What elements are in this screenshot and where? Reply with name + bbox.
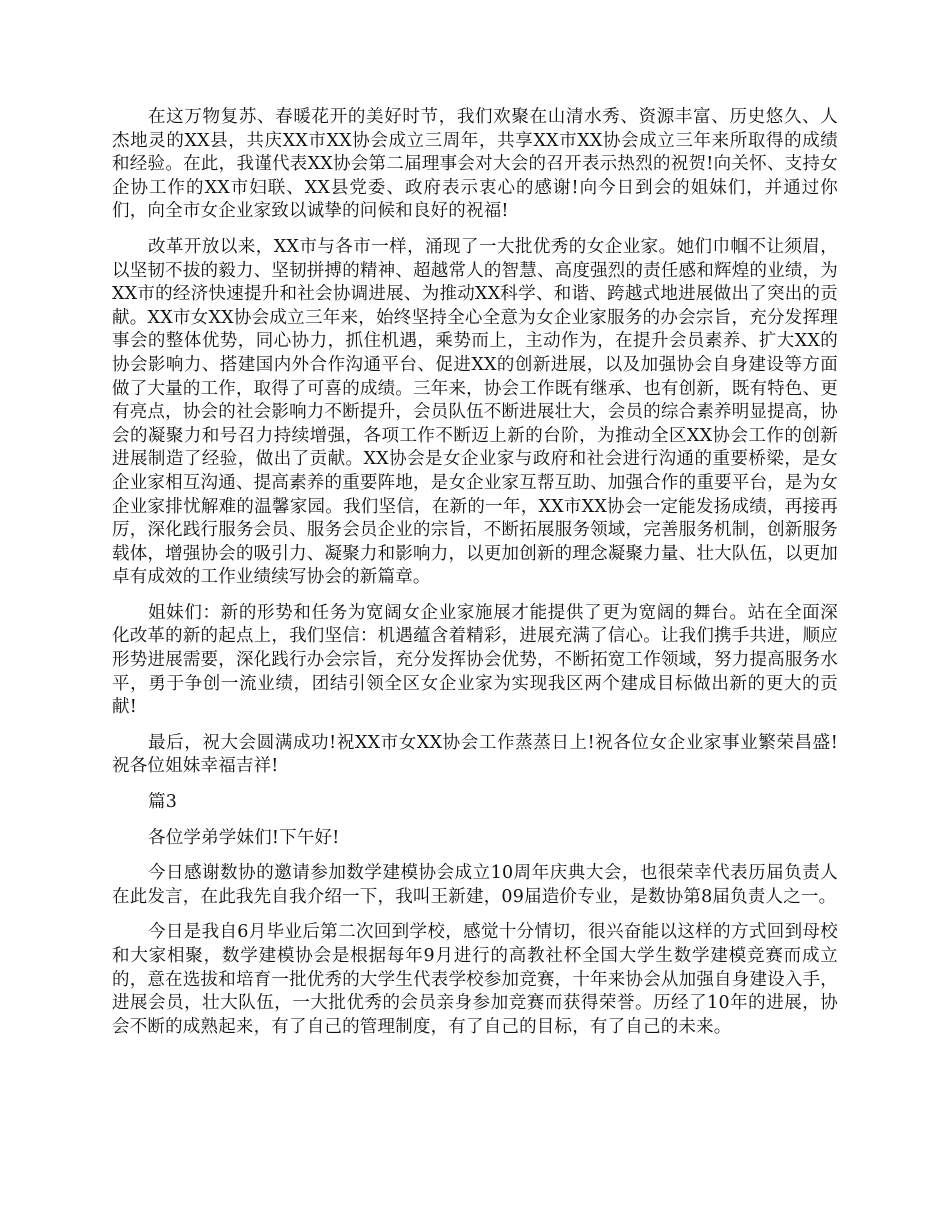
paragraph-salutation: 各位学弟学妹们!下午好! bbox=[148, 827, 340, 848]
paragraph-sisters-call: 姐妹们：新的形势和任务为宽阔女企业家施展才能提供了更为宽阔的舞台。站在全面深化改革的新的起点上，我们坚信：机遇蕴含着精彩，进展充满了信心。让我们携手共进，顺应形势进展需要，深化践行办会宗旨，充分发挥协会优势，不断拓宽工作领域，努力提高服务水平，勇于争创一流业绩，团结引领全区女企业家为实现我区两个建成目标做出新的更大的贡献! bbox=[112, 602, 838, 718]
paragraph-return-to-school: 今日是我自6月毕业后第二次回到学校，感觉十分情切，很兴奋能以这样的方式回到母校和大家相聚，数学建模协会是根据每年9月进行的高教社杯全国大学生数学建模竞赛而成立的，意在选拔和培育一批优秀的大学生代表学校参加竞赛，十年来协会从加强自身建设入手，进展会员，壮大队伍，一大批优秀的会员亲身参加竞赛而获得荣誉。历经了10年的进展，协会不断的成熟起来，有了自己的管理制度，有了自己的目标，有了自己的未来。 bbox=[112, 922, 838, 1037]
section-heading: 篇3 bbox=[148, 792, 178, 813]
document-page bbox=[112, 106, 838, 1051]
paragraph-association-achievements: 改革开放以来，XX市与各市一样，涌现了一大批优秀的女企业家。她们巾帼不让须眉，以坚韧不拔的毅力、坚韧拼搏的精神、超越常人的智慧、高度强烈的责任感和辉煌的业绩，为XX市的经济快速提升和社会协调进展、为推动XX科学、和谐、跨越式地进展做出了突出的贡献。XX市女XX协会成立三年来，始终坚持全心全意为女企业家服务的办会宗旨，充分发挥理事会的整体优势，同心协力，抓住机遇，乘势而上，主动作为，在提升会员素养、扩大XX的协会影响力、搭建国内外合作沟通平台、促进XX的创新进展，以及加强协会自身建设等方面做了大量的工作，取得了可喜的成绩。三年来，协会工作既有继承、也有创新，既有特色、更有亮点，协会的社会影响力不断提升，会员队伍不断进展壮大，会员的综合素养明显提高，协会的凝聚力和号召力持续增强，各项工作不断迈上新的台阶，为推动全区XX协会工作的创新进展制造了经验，做出了贡献。XX协会是女企业家与政府和社会进行沟通的重要桥梁，是女企业家相互沟通、提高素养的重要阵地，是女企业家互帮互助、加强合作的重要平台，是为女企业家排忧解难的温馨家园。我们坚信，在新的一年，XX市XX协会一定能发扬成绩，再接再厉，深化践行服务会员、服务会员企业的宗旨，不断拓展服务领域，完善服务机制，创新服务载体，增强协会的吸引力、凝聚力和影响力，以更加创新的理念凝聚力量、壮大队伍，以更加卓有成效的工作业绩续写协会的新篇章。 bbox=[112, 236, 838, 588]
paragraph-closing-wishes: 最后，祝大会圆满成功!祝XX市女XX协会工作蒸蒸日上!祝各位女企业家事业繁荣昌盛!祝各位姐妹幸福吉祥! bbox=[112, 732, 838, 777]
paragraph-self-introduction: 今日感谢数协的邀请参加数学建模协会成立10周年庆典大会，也很荣幸代表历届负责人在此发言，在此我先自我介绍一下，我叫王新建，09届造价专业，是数协第8届负责人之一。 bbox=[112, 863, 838, 907]
paragraph-opening-greeting: 在这万物复苏、春暖花开的美好时节，我们欢聚在山清水秀、资源丰富、历史悠久、人杰地灵的XX县，共庆XX市XX协会成立三周年，共享XX市XX协会成立三年来所取得的成绩和经验。在此，我谨代表XX协会第二届理事会对大会的召开表示热烈的祝贺!向关怀、支持女企协工作的XX市妇联、XX县党委、政府表示衷心的感谢!向今日到会的姐妹们，并通过你们，向全市女企业家致以诚挚的问候和良好的祝福! bbox=[112, 107, 838, 222]
